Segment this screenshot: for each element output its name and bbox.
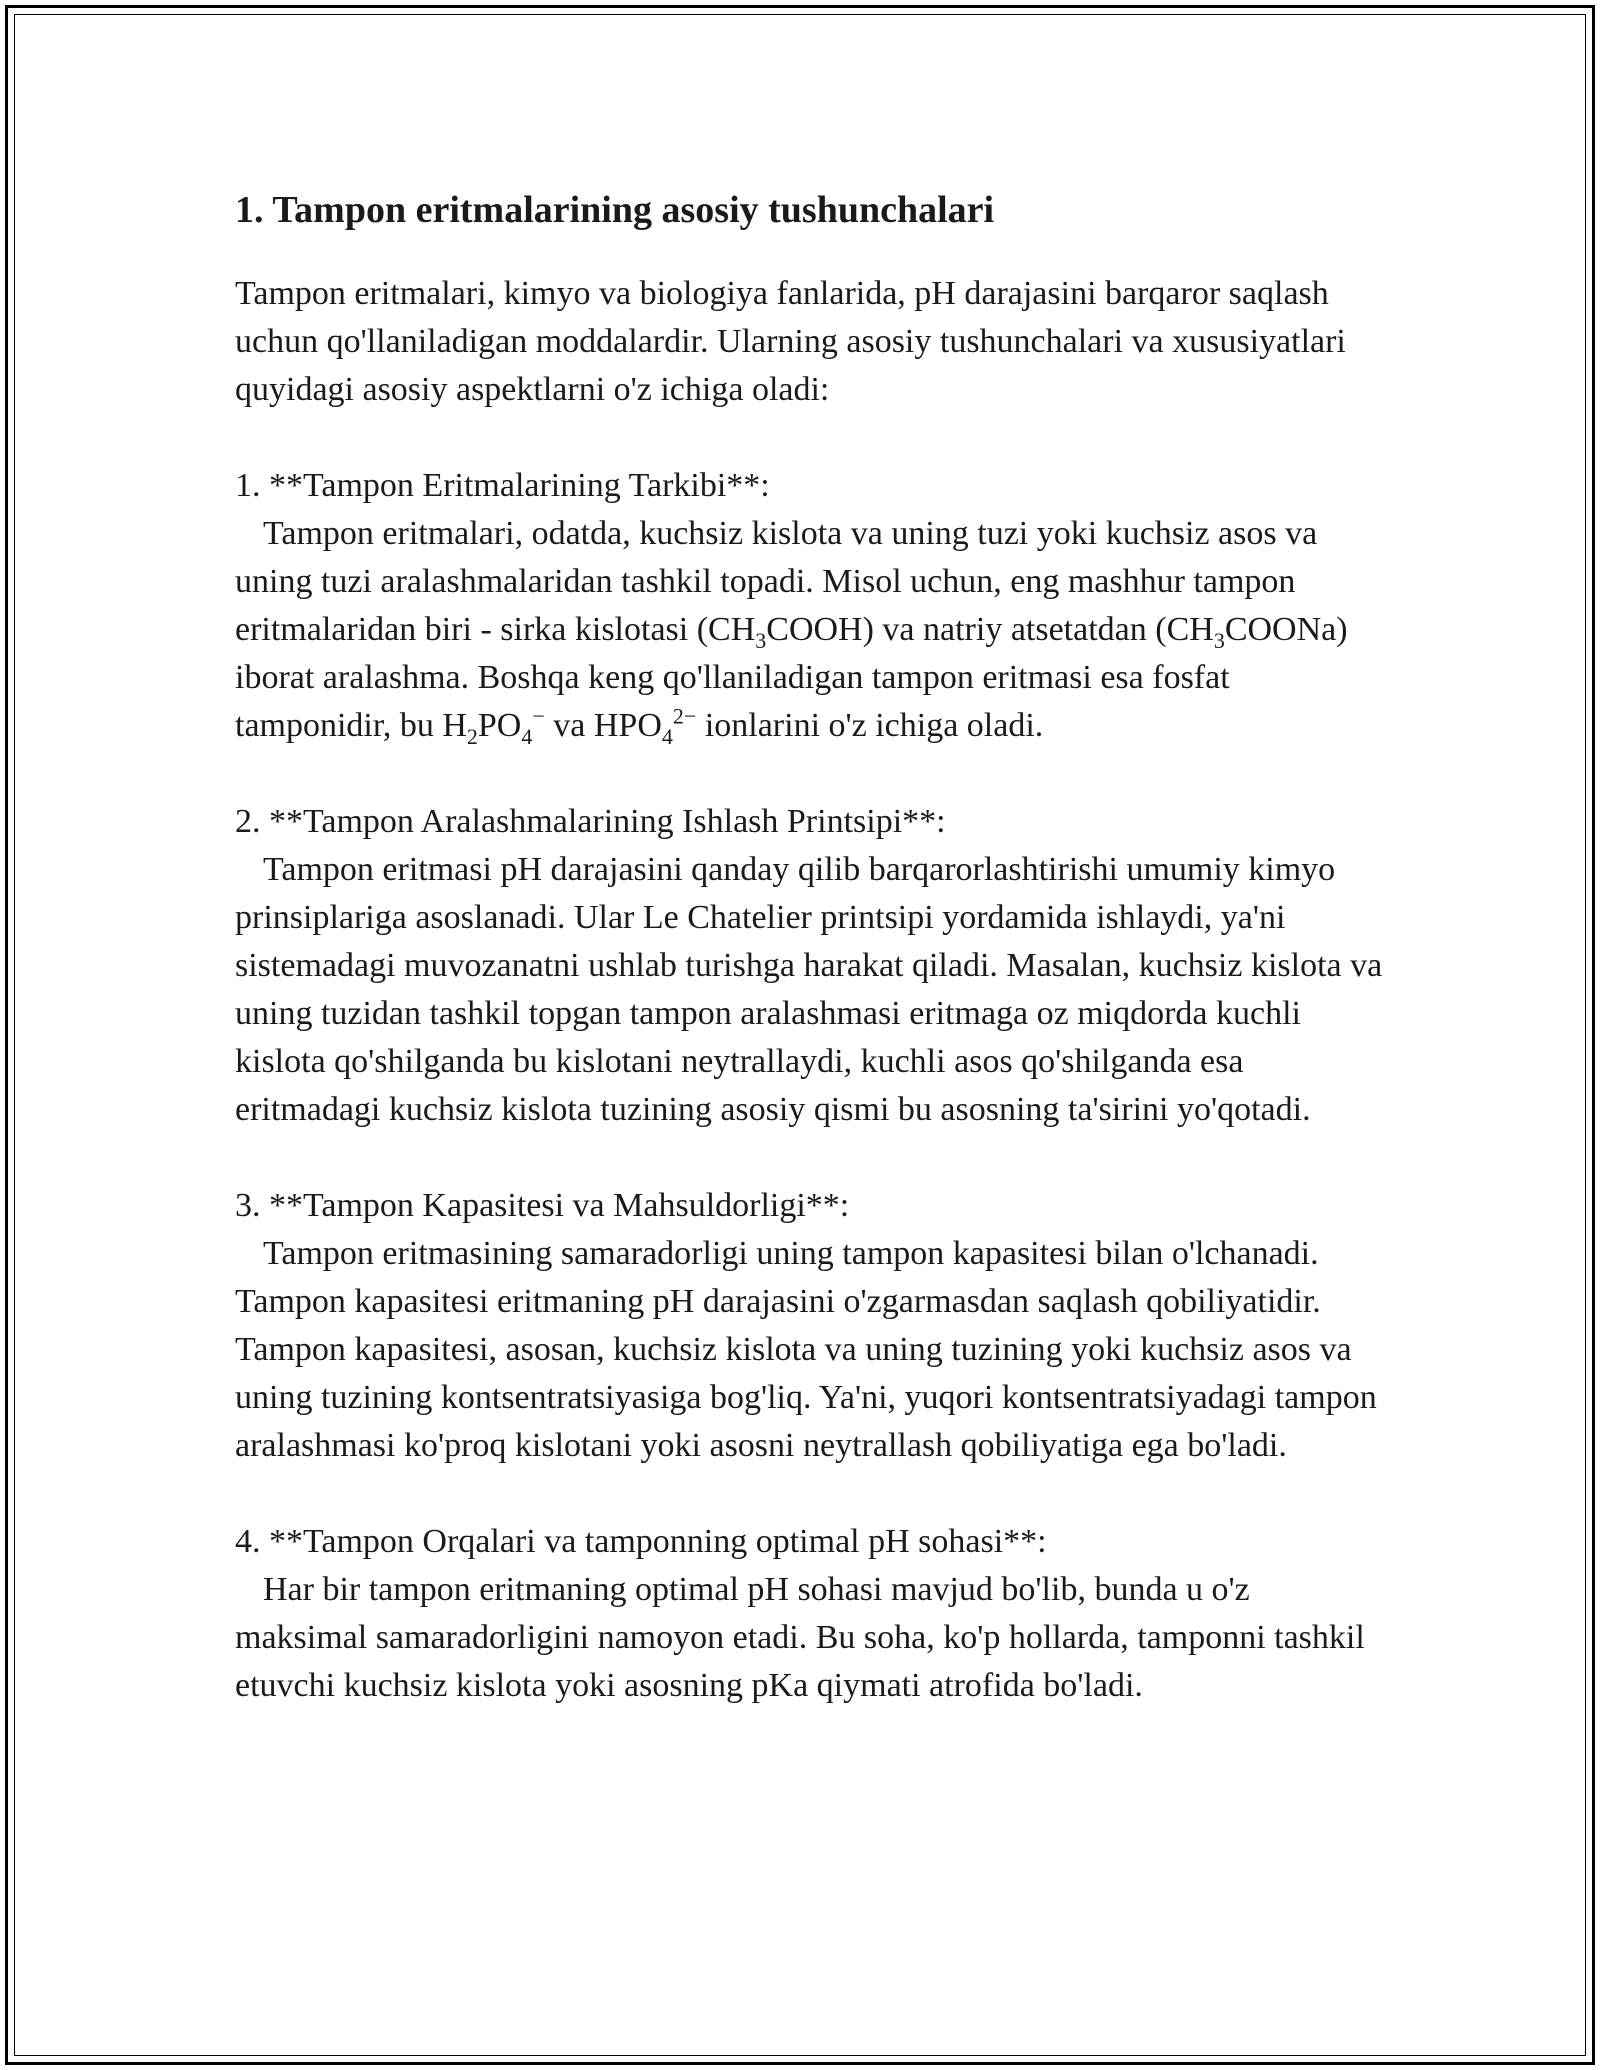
list-item (235, 1518, 1385, 1710)
list-item-heading: 4. **Tampon Orqalari va tamponning optimal pH sohasi**: (235, 1522, 1047, 1560)
intro-paragraph: Tampon eritmalari, kimyo va biologiya fanlarida, pH darajasini barqaror saqlash uchun qo'llaniladigan moddalardir. Ularning asosiy tushunchalari va xususiyatlari quyidagi asosiy aspektlarni o'z ichiga oladi: (235, 274, 1346, 408)
document-content (235, 188, 1385, 1710)
list-item-body: Tampon eritmalari, odatda, kuchsiz kislota va uning tuzi yoki kuchsiz asos va uning tuzi aralashmalaridan tashkil topadi. Misol uchun, eng mashhur tampon eritmalaridan biri - sirka kislotasi $(CH_3COOH)$ va natriy atsetatdan $(CH_3COONa)$ iborat aralashma. Boshqa keng qo'llaniladigan tampon eritmasi esa fosfat tamponidir, bu $H_2PO_4^-$ va $HPO_4^{2-}$ ionlarini o'z ichiga oladi. (235, 514, 1348, 749)
list-item-heading: 3. **Tampon Kapasitesi va Mahsuldorligi**: (235, 1186, 850, 1224)
section-title: 1. Tampon eritmalarining asosiy tushunchalari (235, 189, 995, 231)
list-item-heading: 1. **Tampon Eritmalarining Tarkibi**: (235, 466, 770, 504)
list-item (235, 798, 1385, 1134)
list-item (235, 1182, 1385, 1470)
list-item (235, 462, 1385, 750)
list-item-body: Tampon eritmasi pH darajasini qanday qilib barqarorlashtirishi umumiy kimyo prinsiplariga asoslanadi. Ular Le Chatelier printsipi yordamida ishlaydi, ya'ni sistemadagi muvozanatni ushlab turishga harakat qiladi. Masalan, kuchsiz kislota va uning tuzidan tashkil topgan tampon aralashmasi eritmaga oz miqdorda kuchli kislota qo'shilganda bu kislotani neytrallaydi, kuchli asos qo'shilganda esa eritmadagi kuchsiz kislota tuzining asosiy qismi bu asosning ta'sirini yo'qotadi. (235, 850, 1383, 1128)
list-item-body: Tampon eritmasining samaradorligi uning tampon kapasitesi bilan o'lchanadi. Tampon kapasitesi eritmaning pH darajasini o'zgarmasdan saqlash qobiliyatidir. Tampon kapasitesi, asosan, kuchsiz kislota va uning tuzining yoki kuchsiz asos va uning tuzining kontsentratsiyasiga bog'liq. Ya'ni, yuqori kontsentratsiyadagi tampon aralashmasi ko'proq kislotani yoki asosni neytrallash qobiliyatiga ega bo'ladi. (235, 1234, 1377, 1464)
list-item-heading: 2. **Tampon Aralashmalarining Ishlash Printsipi**: (235, 802, 946, 840)
list-item-body: Har bir tampon eritmaning optimal pH sohasi mavjud bo'lib, bunda u o'z maksimal samaradorligini namoyon etadi. Bu soha, ko'p hollarda, tamponni tashkil etuvchi kuchsiz kislota yoki asosning pKa qiymati atrofida bo'ladi. (235, 1570, 1365, 1704)
